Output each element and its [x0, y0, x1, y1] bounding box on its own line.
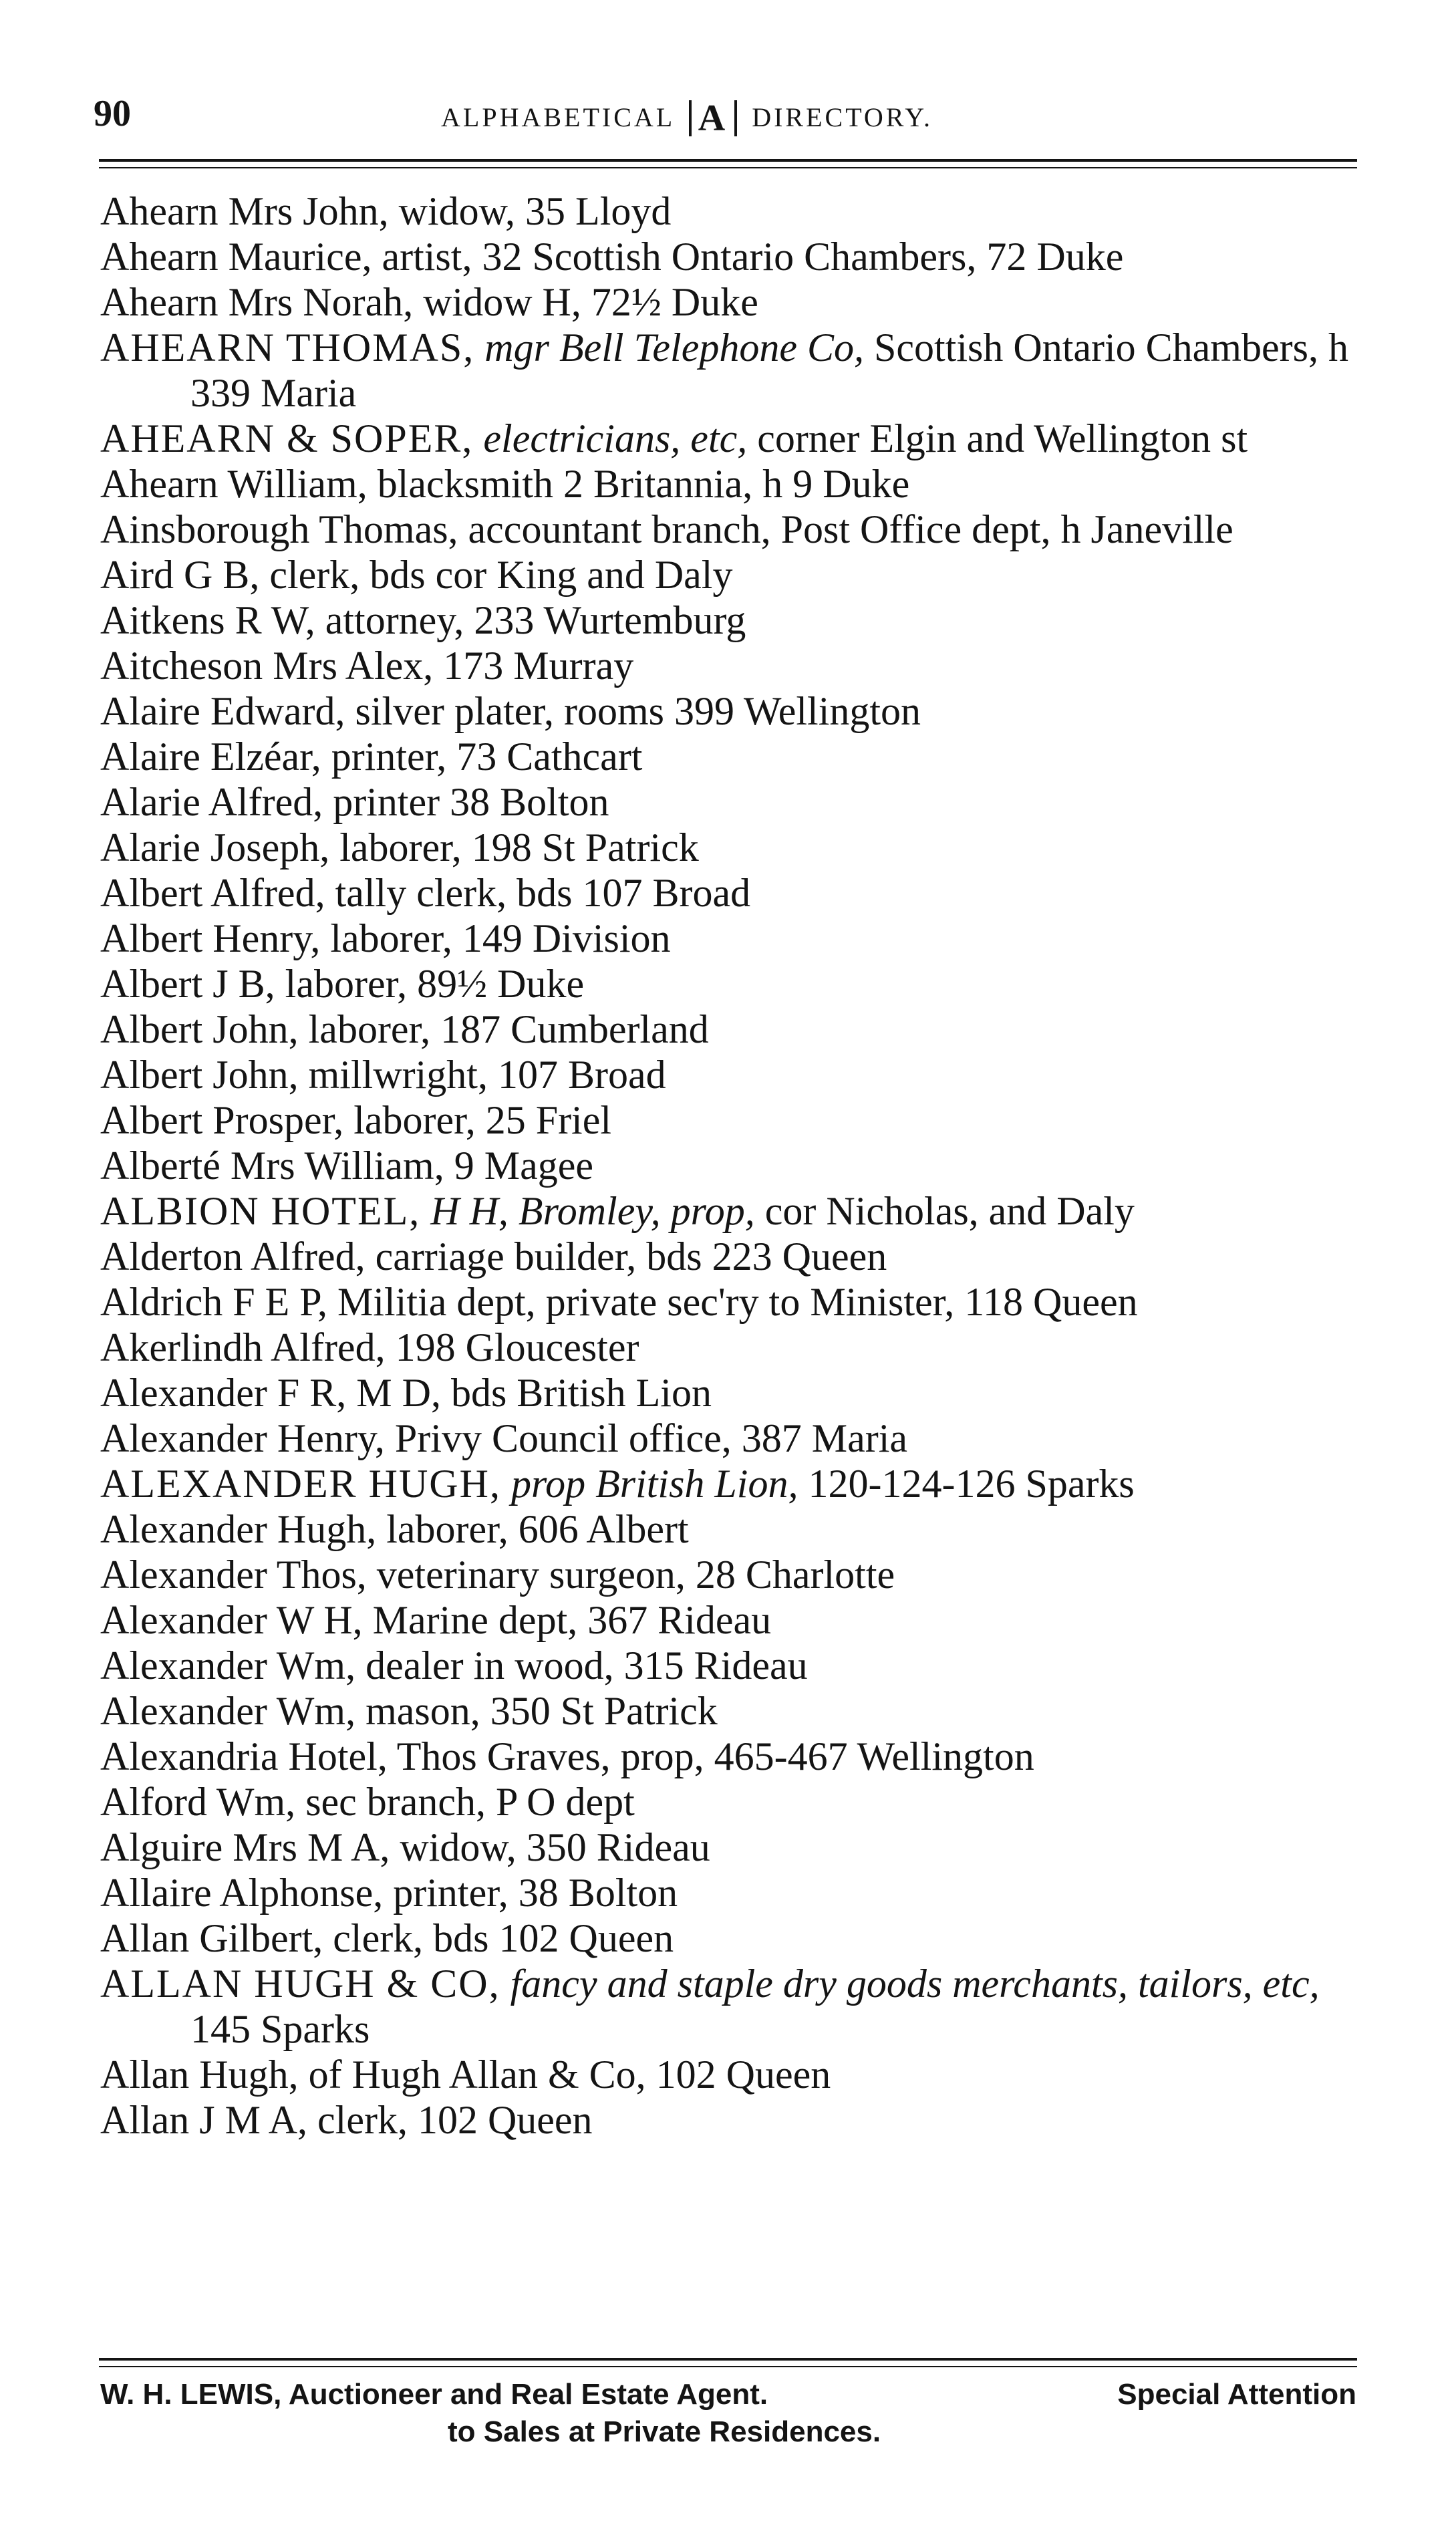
entry-detail: laborer, 187 Cumberland: [298, 1007, 709, 1051]
directory-entry: [100, 1234, 1356, 1279]
entry-name: ALBION HOTEL,: [100, 1189, 421, 1233]
directory-entry: [100, 870, 1356, 916]
header-rule-thin: [99, 167, 1357, 168]
entry-name: Alexander Thos,: [100, 1553, 367, 1597]
entry-name: Alaire Edward,: [100, 689, 345, 733]
directory-entry: [100, 325, 1356, 416]
entry-italic-detail: fancy and staple dry goods merchants, tailors, etc,: [500, 1962, 1320, 2006]
entry-name: Aldrich F E P,: [100, 1280, 328, 1324]
entry-name: Alford Wm,: [100, 1780, 296, 1824]
entry-name: Alguire Mrs M A,: [100, 1825, 390, 1869]
directory-entry: [100, 1188, 1356, 1234]
directory-entry: [100, 1688, 1356, 1734]
directory-entry: [100, 1052, 1356, 1097]
entry-detail: blacksmith 2 Britannia, h 9 Duke: [367, 462, 910, 506]
directory-entry: [100, 416, 1356, 461]
directory-entry: [100, 2052, 1356, 2097]
entry-name: Alexander F R,: [100, 1371, 347, 1415]
entry-italic-detail: prop British Lion,: [500, 1462, 798, 1506]
running-head: [441, 98, 933, 139]
entry-name: Aird G B,: [100, 553, 260, 597]
entry-detail: Privy Council office, 387 Maria: [384, 1416, 908, 1460]
page-number: 90: [94, 93, 131, 134]
entry-detail: laborer, 198 St Patrick: [329, 825, 699, 870]
directory-entry: [100, 1461, 1356, 1506]
entry-name: Alexander W H,: [100, 1598, 363, 1642]
running-head-right: DIRECTORY.: [752, 102, 933, 132]
entry-name: Alaire Elzéar,: [100, 735, 321, 779]
entry-detail: printer 38 Bolton: [323, 780, 609, 824]
directory-entry: [100, 1007, 1356, 1052]
directory-entry: [100, 234, 1356, 279]
entry-detail: sec branch, P O dept: [295, 1780, 635, 1824]
entry-name: Alexander Hugh,: [100, 1507, 377, 1551]
entry-detail: 120-124-126 Sparks: [798, 1462, 1135, 1506]
entry-italic-detail: mgr Bell Telephone Co,: [474, 325, 865, 370]
entry-detail: clerk, bds cor King and Daly: [259, 553, 733, 597]
ad-right-text: Special Attention: [1117, 2378, 1356, 2411]
entry-name: ALLAN HUGH & CO,: [100, 1962, 500, 2006]
directory-entry: [100, 779, 1356, 825]
entry-detail: carriage builder, bds 223 Queen: [365, 1234, 887, 1279]
entry-name: Ainsborough Thomas,: [100, 507, 458, 551]
entry-detail: cor Nicholas, and Daly: [754, 1189, 1135, 1233]
entry-name: ALEXANDER HUGH,: [100, 1462, 501, 1506]
entry-detail: Militia dept, private sec'ry to Minister, 118 Queen: [327, 1280, 1138, 1324]
directory-entry: [100, 1734, 1356, 1779]
entry-detail: silver plater, rooms 399 Wellington: [345, 689, 921, 733]
entry-name: Aitkens R W,: [100, 598, 315, 642]
directory-entry: [100, 1325, 1356, 1370]
entry-detail: clerk, bds 102 Queen: [323, 1916, 674, 1960]
entry-name: Albert John,: [100, 1007, 299, 1051]
entry-detail: 173 Murray: [433, 644, 634, 688]
directory-entries: [100, 188, 1356, 2143]
entry-name: Alarie Joseph,: [100, 825, 330, 870]
directory-entry: [100, 1279, 1356, 1325]
entry-name: Allaire Alphonse,: [100, 1871, 384, 1915]
entry-name: Alexandria Hotel,: [100, 1734, 388, 1778]
entry-detail: artist, 32 Scottish Ontario Chambers, 72 Duke: [372, 235, 1124, 279]
directory-entry: [100, 1143, 1356, 1188]
directory-entry: [100, 643, 1356, 688]
entry-name: AHEARN & SOPER,: [100, 416, 474, 460]
entry-detail: dealer in wood, 315 Rideau: [355, 1643, 808, 1688]
directory-entry: [100, 1416, 1356, 1461]
entry-name: Ahearn Mrs John,: [100, 189, 389, 233]
entry-italic-detail: electricians, etc,: [473, 416, 748, 460]
entry-name: Ahearn William,: [100, 462, 368, 506]
entry-detail: Scottish Ontario Chambers, h 339 Maria: [190, 325, 1348, 415]
entry-detail: widow H, 72½ Duke: [413, 280, 758, 324]
directory-entry: [100, 1506, 1356, 1552]
entry-name: Ahearn Mrs Norah,: [100, 280, 414, 324]
entry-name: Aitcheson Mrs Alex,: [100, 644, 434, 688]
directory-entry: [100, 688, 1356, 734]
entry-name: Albert Alfred,: [100, 871, 325, 915]
entry-name: Allan Hugh,: [100, 2052, 299, 2097]
directory-entry: [100, 825, 1356, 870]
footer-rule-thin: [99, 2366, 1357, 2367]
entry-detail: Marine dept, 367 Rideau: [362, 1598, 772, 1642]
entry-detail: 9 Magee: [444, 1144, 593, 1188]
footer-rule-thick: [99, 2358, 1357, 2361]
ad-left-text: W. H. LEWIS, Auctioneer and Real Estate Agent.: [100, 2378, 768, 2411]
directory-entry: [100, 1370, 1356, 1416]
entry-detail: M D, bds British Lion: [346, 1371, 712, 1415]
directory-entry: [100, 1643, 1356, 1688]
entry-detail: tally clerk, bds 107 Broad: [325, 871, 751, 915]
entry-name: Akerlindh Alfred,: [100, 1325, 386, 1369]
entry-detail: mason, 350 St Patrick: [355, 1689, 718, 1733]
entry-name: Alexander Henry,: [100, 1416, 385, 1460]
entry-detail: Thos Graves, prop, 465-467 Wellington: [387, 1734, 1034, 1778]
entry-name: Alexander Wm,: [100, 1689, 356, 1733]
running-head-left: ALPHABETICAL: [441, 102, 674, 132]
entry-detail: printer, 38 Bolton: [383, 1871, 678, 1915]
header-rule-thick: [99, 159, 1357, 162]
section-letter: A: [689, 100, 737, 136]
entry-detail: laborer, 89½ Duke: [275, 962, 585, 1006]
entry-name: Allan Gilbert,: [100, 1916, 323, 1960]
directory-entry: [100, 1961, 1356, 2052]
directory-entry: [100, 734, 1356, 779]
entry-name: Alderton Alfred,: [100, 1234, 366, 1279]
directory-entry: [100, 961, 1356, 1007]
entry-name: Albert Prosper,: [100, 1098, 344, 1142]
entry-name: Alberté Mrs William,: [100, 1144, 444, 1188]
entry-detail: veterinary surgeon, 28 Charlotte: [366, 1553, 895, 1597]
entry-detail: 145 Sparks: [190, 2007, 370, 2051]
entry-detail: millwright, 107 Broad: [298, 1053, 666, 1097]
entry-detail: widow, 35 Lloyd: [388, 189, 672, 233]
entry-detail: printer, 73 Cathcart: [321, 735, 643, 779]
directory-entry: [100, 461, 1356, 507]
directory-entry: [100, 1870, 1356, 1915]
entry-detail: clerk, 102 Queen: [307, 2098, 593, 2142]
entry-detail: corner Elgin and Wellington st: [747, 416, 1248, 460]
entry-name: AHEARN THOMAS,: [100, 325, 475, 370]
footer-advertisement: [100, 2376, 1356, 2451]
entry-name: Allan J M A,: [100, 2098, 308, 2142]
entry-detail: laborer, 25 Friel: [343, 1098, 612, 1142]
directory-entry: [100, 1552, 1356, 1597]
entry-name: Alexander Wm,: [100, 1643, 356, 1688]
directory-entry: [100, 2097, 1356, 2143]
entry-detail: accountant branch, Post Office dept, h Janeville: [458, 507, 1233, 551]
directory-entry: [100, 1597, 1356, 1643]
entry-detail: laborer, 606 Albert: [376, 1507, 689, 1551]
entry-name: Ahearn Maurice,: [100, 235, 372, 279]
ad-second-line: to Sales at Private Residences.: [448, 2415, 881, 2448]
entry-detail: 198 Gloucester: [385, 1325, 639, 1369]
directory-entry: [100, 597, 1356, 643]
directory-entry: [100, 1825, 1356, 1870]
entry-detail: laborer, 149 Division: [320, 916, 671, 960]
entry-name: Albert J B,: [100, 962, 275, 1006]
directory-entry: [100, 188, 1356, 234]
directory-entry: [100, 279, 1356, 325]
directory-entry: [100, 1915, 1356, 1961]
directory-entry: [100, 1779, 1356, 1825]
directory-entry: [100, 1097, 1356, 1143]
directory-entry: [100, 916, 1356, 961]
entry-name: Albert Henry,: [100, 916, 321, 960]
entry-detail: widow, 350 Rideau: [390, 1825, 710, 1869]
entry-detail: attorney, 233 Wurtemburg: [315, 598, 746, 642]
directory-entry: [100, 507, 1356, 552]
entry-name: Albert John,: [100, 1053, 299, 1097]
entry-detail: of Hugh Allan & Co, 102 Queen: [298, 2052, 831, 2097]
directory-entry: [100, 552, 1356, 597]
entry-name: Alarie Alfred,: [100, 780, 323, 824]
entry-italic-detail: H H, Bromley, prop,: [420, 1189, 755, 1233]
